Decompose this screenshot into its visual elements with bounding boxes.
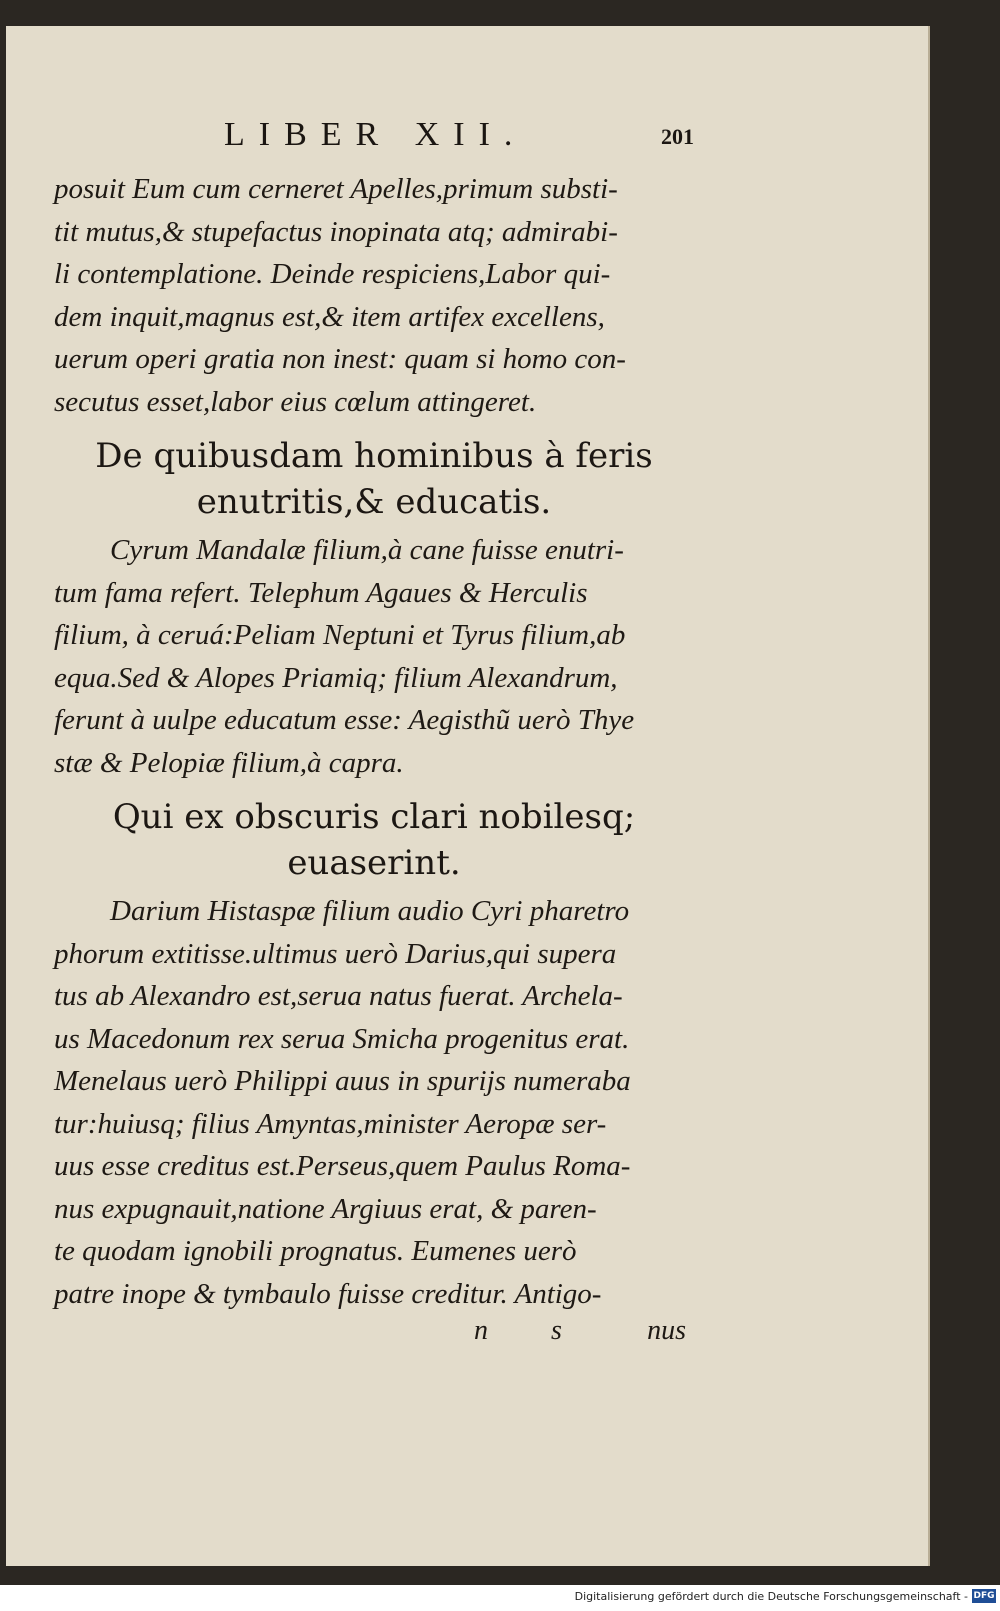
text-line: te quodam ignobili prognatus. Eumenes uerò — [54, 1235, 577, 1267]
page-number: 201 — [661, 124, 694, 149]
text-line: equa.Sed & Alopes Priamiq; filium Alexandrum, — [54, 661, 618, 694]
text-line: Darium Histaspæ filium audio Cyri pharetro — [110, 895, 630, 927]
text-line: uus esse creditus est.Perseus,quem Paulus Roma- — [54, 1150, 631, 1182]
footer-bar — [0, 1585, 1000, 1611]
text-line: filium, à ceruá:Peliam Neptuni et Tyrus filium,ab — [54, 619, 626, 651]
catchword: nus — [647, 1315, 686, 1346]
heading-line: euaserint. — [287, 843, 461, 883]
text-line: tum fama refert. Telephum Agaues & Herculis — [54, 576, 588, 609]
chapter-heading — [54, 433, 694, 525]
heading-line: Qui ex obscuris clari nobilesq; — [112, 797, 636, 837]
paragraph-obscuris — [54, 890, 694, 1315]
text-line: nus expugnauit,natione Argiuus erat, & paren- — [54, 1192, 597, 1225]
text-line: posuit Eum cum cerneret Apelles,primum substi- — [54, 173, 618, 205]
text-line: Cyrum Mandalæ filium,à cane fuisse enutri- — [110, 534, 624, 566]
text-line: uerum operi gratia non inest: quam si homo con- — [54, 343, 626, 375]
heading-line: De quibusdam hominibus à feris — [95, 436, 653, 476]
signature-mark: n s — [474, 1315, 590, 1346]
text-line: li contemplatione. Deinde respiciens,Labor qui- — [54, 258, 611, 290]
text-line: secutus esset,labor eius cœlum attingeret. — [54, 385, 537, 418]
text-line: us Macedonum rex serua Smicha progenitus erat. — [54, 1022, 630, 1055]
book-page — [6, 26, 930, 1566]
text-line: tit mutus,& stupefactus inopinata atq; admirabi- — [54, 215, 618, 248]
catchword-line — [54, 1315, 694, 1359]
text-line: tus ab Alexandro est,serua natus fuerat. Archela- — [54, 980, 623, 1012]
text-line: Menelaus uerò Philippi auus in spurijs numeraba — [54, 1065, 631, 1097]
paragraph-feris — [54, 529, 694, 784]
text-line: stæ & Pelopiæ filium,à capra. — [54, 746, 404, 779]
text-line: dem inquit,magnus est,& item artifex excellens, — [54, 300, 605, 333]
funding-credit: Digitalisierung gefördert durch die Deutsche Forschungsgemeinschaft - — [574, 1590, 968, 1603]
paragraph-apelles — [54, 168, 694, 423]
dfg-logo: DFG — [973, 1591, 995, 1601]
text-line: patre inope & tymbaulo fuisse creditur. Antigo- — [54, 1277, 602, 1310]
page-content — [54, 116, 694, 1359]
text-line: phorum extitisse.ultimus uerò Darius,qui supera — [54, 937, 617, 970]
running-head — [54, 116, 694, 168]
running-title: LIBER XII. — [224, 116, 527, 153]
text-line: tur:huiusq; filius Amyntas,minister Aeropæ ser- — [54, 1107, 607, 1140]
chapter-heading — [54, 794, 694, 886]
text-line: ferunt à uulpe educatum esse: Aegisthũ uerò Thye — [54, 704, 635, 736]
heading-line: enutritis,& educatis. — [196, 482, 552, 522]
